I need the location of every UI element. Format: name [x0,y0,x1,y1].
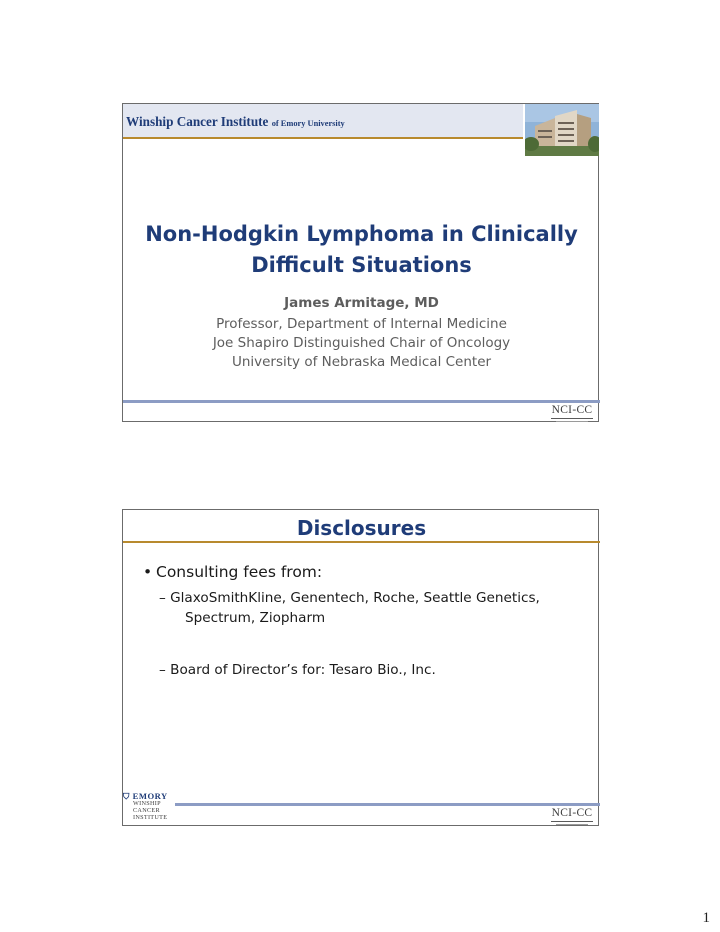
bullet-item [143,563,322,581]
winship-line-2: CANCER [133,807,160,814]
sub-item-1-line-2: Spectrum, Ziopharm [185,610,326,626]
footer-rule [123,400,600,403]
institute-name-suffix: of Emory University [271,119,345,128]
slide-title [123,219,600,281]
title-line-1: Non-Hodgkin Lymphoma in Clinically [145,222,578,246]
sub-item-2: – Board of Director’s for: Tesaro Bio., Inc. [159,662,436,678]
title-line-2: Difficult Situations [251,253,472,277]
nci-cc-logo [550,807,594,827]
bullet-icon: • [143,563,153,581]
footer-rule [175,803,600,806]
nci-cc-text: NCI-CC [551,404,593,416]
sub-item-1-line-1: – GlaxoSmithKline, Genentech, Roche, Seattle Genetics, [159,590,540,606]
institute-name [126,114,345,130]
emory-winship-logo [123,791,175,825]
nci-cc-text: NCI-CC [551,807,593,819]
affiliation-1: Professor, Department of Internal Medicine [216,316,507,332]
winship-wordmark [133,800,167,821]
disclosures-slide [122,509,599,826]
header-divider [123,137,523,139]
author-name: James Armitage, MD [284,295,439,311]
slide-title: Disclosures [296,516,427,540]
bullet-text: Consulting fees from: [156,563,323,581]
institute-name-main: Winship Cancer Institute [126,114,269,129]
nci-cc-logo [550,404,594,424]
affiliation-3: University of Nebraska Medical Center [231,354,492,370]
emory-text: EMORY [132,791,168,801]
page-number: 1 [702,910,710,926]
building-photo [525,104,599,156]
title-slide [122,103,599,422]
winship-line-1: WINSHIP [133,800,161,807]
winship-line-3: INSTITUTE [133,814,168,821]
affiliation-2: Joe Shapiro Distinguished Chair of Oncology [212,335,511,351]
title-divider [123,541,600,543]
shield-icon: ⛉ [123,791,130,801]
